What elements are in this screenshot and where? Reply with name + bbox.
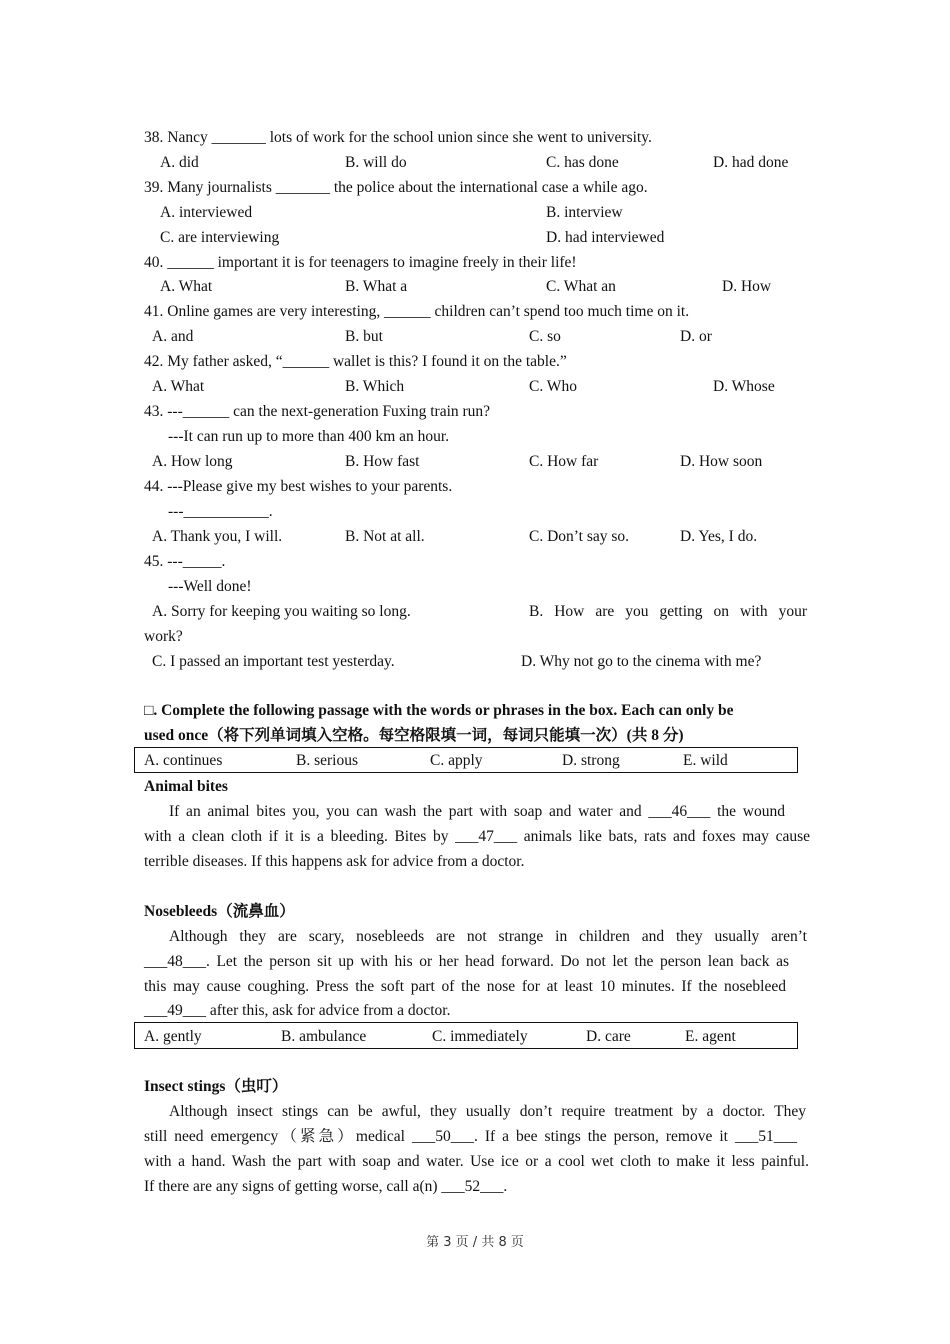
option-d: D. Why not go to the cinema with me? <box>521 653 762 670</box>
option-a: A. What <box>152 378 205 395</box>
nosebleeds-line: ___49___ after this, ask for advice from a doctor. <box>144 1002 451 1019</box>
question-44-reply: ---___________. <box>168 503 273 520</box>
word-box-1-item: D. strong <box>562 752 620 769</box>
question-38-stem: 38. Nancy _______ lots of work for the school union since she went to university. <box>144 129 652 146</box>
animal-bites-line: terrible diseases. If this happens ask for advice from a doctor. <box>144 853 525 870</box>
word-box-1-item: C. apply <box>430 752 483 769</box>
option-b: B. What a <box>345 278 408 295</box>
question-41-stem: 41. Online games are very interesting, ______ children can’t spend too much time on it. <box>144 303 690 320</box>
question-40-stem: 40. ______ important it is for teenagers to imagine freely in their life! <box>144 254 577 271</box>
word-box-1-item: E. wild <box>683 752 728 769</box>
question-45-reply: ---Well done! <box>168 578 252 595</box>
page-number: 第 3 页 / 共 8 页 <box>426 1235 524 1250</box>
option-c: C. so <box>529 328 561 345</box>
question-42-stem: 42. My father asked, “______ wallet is this? I found it on the table.” <box>144 353 567 370</box>
option-c: C. I passed an important test yesterday. <box>152 653 395 670</box>
option-c: C. has done <box>546 154 619 171</box>
option-b: B. How are you getting on with your <box>529 603 807 620</box>
insect-stings-line: Although insect stings can be awful, they usually don’t require treatment by a doctor. They <box>169 1103 806 1120</box>
option-a: A. did <box>160 154 199 171</box>
option-b-continued: work? <box>144 628 183 645</box>
option-d: D. How soon <box>680 453 763 470</box>
insect-stings-line: If there are any signs of getting worse, call a(n) ___52___. <box>144 1178 508 1195</box>
option-d: D. had interviewed <box>546 229 665 246</box>
option-a: A. What <box>160 278 213 295</box>
nosebleeds-title: Nosebleeds（流鼻血） <box>144 903 295 920</box>
insect-stings-title: Insect stings（虫叮） <box>144 1078 288 1095</box>
section-heading-continued: used once（将下列单词填入空格。每空格限填一词，每词只能填一次）(共 8 分) <box>144 727 684 744</box>
animal-bites-line: with a clean cloth if it is a bleeding. Bites by ___47___ animals like bats, rats and foxes may cause <box>144 828 810 845</box>
word-box-2-item: B. ambulance <box>281 1028 367 1045</box>
option-c: C. What an <box>546 278 616 295</box>
option-b: B. will do <box>345 154 407 171</box>
option-b: B. interview <box>546 204 623 221</box>
option-a: A. Sorry for keeping you waiting so long. <box>152 603 411 620</box>
option-c: C. How far <box>529 453 599 470</box>
question-39-stem: 39. Many journalists _______ the police about the international case a while ago. <box>144 179 648 196</box>
option-d: D. or <box>680 328 712 345</box>
word-box-1-item: A. continues <box>144 752 223 769</box>
option-a: A. and <box>152 328 194 345</box>
nosebleeds-line: Although they are scary, nosebleeds are not strange in children and they usually aren’t <box>169 928 807 945</box>
option-b: B. Not at all. <box>345 528 425 545</box>
word-box-2-item: A. gently <box>144 1028 202 1045</box>
option-c: C. Don’t say so. <box>529 528 630 545</box>
word-box-2-item: C. immediately <box>432 1028 528 1045</box>
question-44-stem: 44. ---Please give my best wishes to your parents. <box>144 478 453 495</box>
option-a: A. How long <box>152 453 233 470</box>
option-a: A. interviewed <box>160 204 253 221</box>
section-heading: □. Complete the following passage with the words or phrases in the box. Each can only be <box>144 702 734 719</box>
option-c: C. Who <box>529 378 577 395</box>
option-b: B. but <box>345 328 383 345</box>
option-b: B. How fast <box>345 453 420 470</box>
animal-bites-title: Animal bites <box>144 778 228 795</box>
word-box-2-item: D. care <box>586 1028 631 1045</box>
word-box-1-item: B. serious <box>296 752 358 769</box>
option-b: B. Which <box>345 378 405 395</box>
option-c: C. are interviewing <box>160 229 280 246</box>
animal-bites-line: If an animal bites you, you can wash the part with soap and water and ___46___ the wound <box>169 803 785 820</box>
option-d: D. How <box>722 278 772 295</box>
option-a: A. Thank you, I will. <box>152 528 283 545</box>
question-43-reply: ---It can run up to more than 400 km an hour. <box>168 428 450 445</box>
question-45-stem: 45. ---_____. <box>144 553 226 570</box>
option-d: D. Yes, I do. <box>680 528 758 545</box>
nosebleeds-line: this may cause coughing. Press the soft part of the nose for at least 10 minutes. If the nosebleed <box>144 978 786 995</box>
word-box-2-item: E. agent <box>685 1028 736 1045</box>
insect-stings-line: with a hand. Wash the part with soap and water. Use ice or a cool wet cloth to make it less painful. <box>144 1153 809 1170</box>
option-d: D. had done <box>713 154 789 171</box>
option-d: D. Whose <box>713 378 775 395</box>
nosebleeds-line: ___48___. Let the person sit up with his or her head forward. Do not let the person lean back as <box>144 953 789 970</box>
question-43-stem: 43. ---______ can the next-generation Fuxing train run? <box>144 403 491 420</box>
insect-stings-line: still need emergency（紧急）medical ___50___. If a bee stings the person, remove it ___51___ <box>144 1128 797 1145</box>
